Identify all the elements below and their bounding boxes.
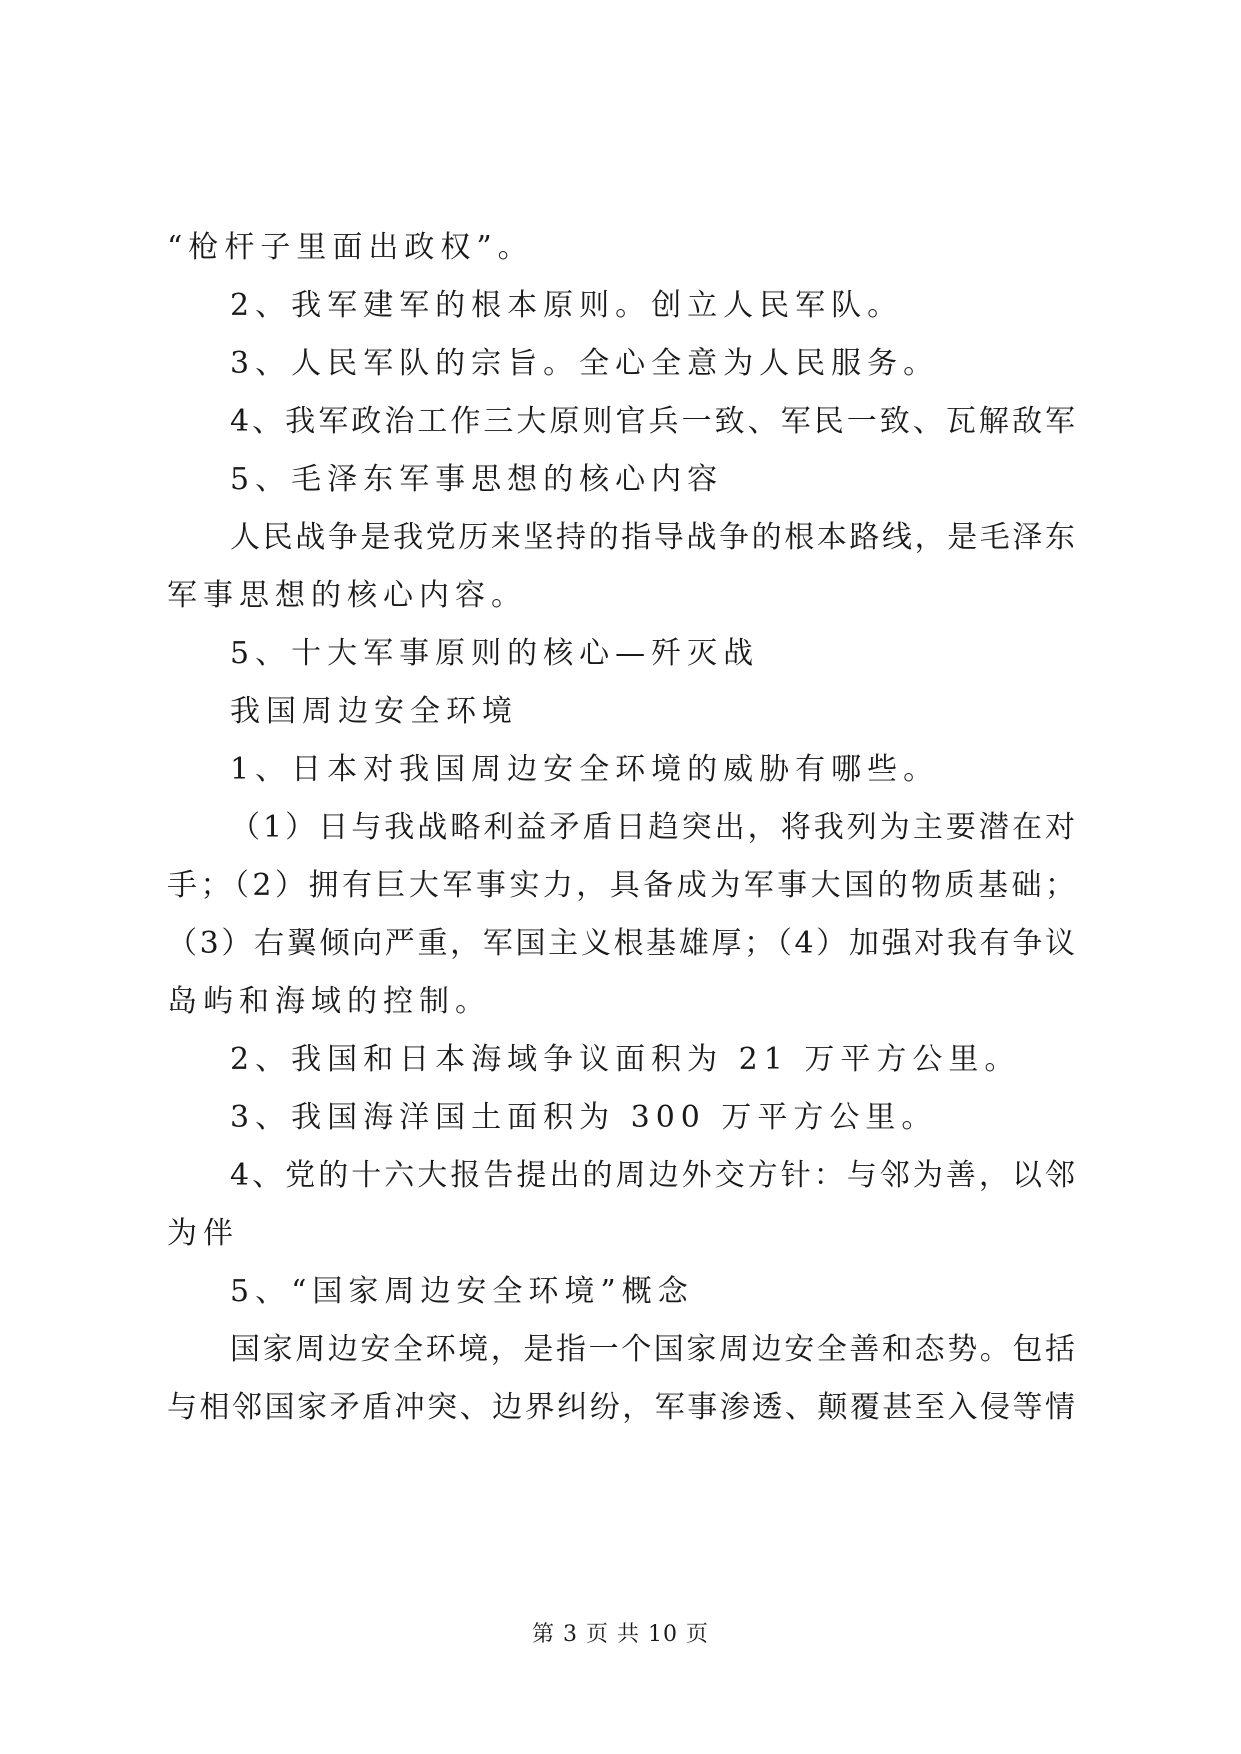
text-line: 3、我国海洋国土面积为 300 万平方公里。	[230, 1100, 938, 1135]
text-line: 为伴	[167, 1216, 239, 1251]
text-line: （1）日与我战略利益矛盾日趋突出，将我列为主要潜在对	[230, 810, 1075, 845]
text-line: 5、“国家周边安全环境”概念	[230, 1274, 694, 1309]
text-line: 1、日本对我国周边安全环境的威胁有哪些。	[230, 752, 940, 787]
text-line: 与相邻国家矛盾冲突、边界纠纷，军事渗透、颠覆甚至入侵等情	[167, 1390, 1075, 1425]
text-line: 5、毛泽东军事思想的核心内容	[230, 462, 724, 497]
text-line: 手；（2）拥有巨大军事实力，具备成为军事大国的物质基础；	[167, 868, 1075, 903]
text-line: 2、我国和日本海域争议面积为 21 万平方公里。	[230, 1042, 1021, 1077]
text-line: 岛屿和海域的控制。	[167, 984, 491, 1019]
text-line: 人民战争是我党历来坚持的指导战争的根本路线，是毛泽东	[230, 520, 1075, 555]
text-line: 军事思想的核心内容。	[167, 578, 527, 613]
text-line: “枪杆子里面出政权”。	[167, 230, 534, 265]
text-line: 5、十大军事原则的核心—歼灭战	[230, 636, 760, 671]
text-line: 4、我军政治工作三大原则官兵一致、军民一致、瓦解敌军	[230, 404, 1075, 439]
text-line: 4、党的十六大报告提出的周边外交方针：与邻为善，以邻	[230, 1158, 1075, 1193]
page-number-footer: 第 3 页 共 10 页	[532, 1622, 709, 1647]
text-line: 国家周边安全环境，是指一个国家周边安全善和态势。包括	[230, 1332, 1075, 1367]
text-line: 2、我军建军的根本原则。创立人民军队。	[230, 288, 904, 323]
text-line: 3、人民军队的宗旨。全心全意为人民服务。	[230, 346, 940, 381]
section-heading: 我国周边安全环境	[230, 694, 518, 729]
text-line: （3）右翼倾向严重，军国主义根基雄厚；（4）加强对我有争议	[167, 926, 1075, 961]
